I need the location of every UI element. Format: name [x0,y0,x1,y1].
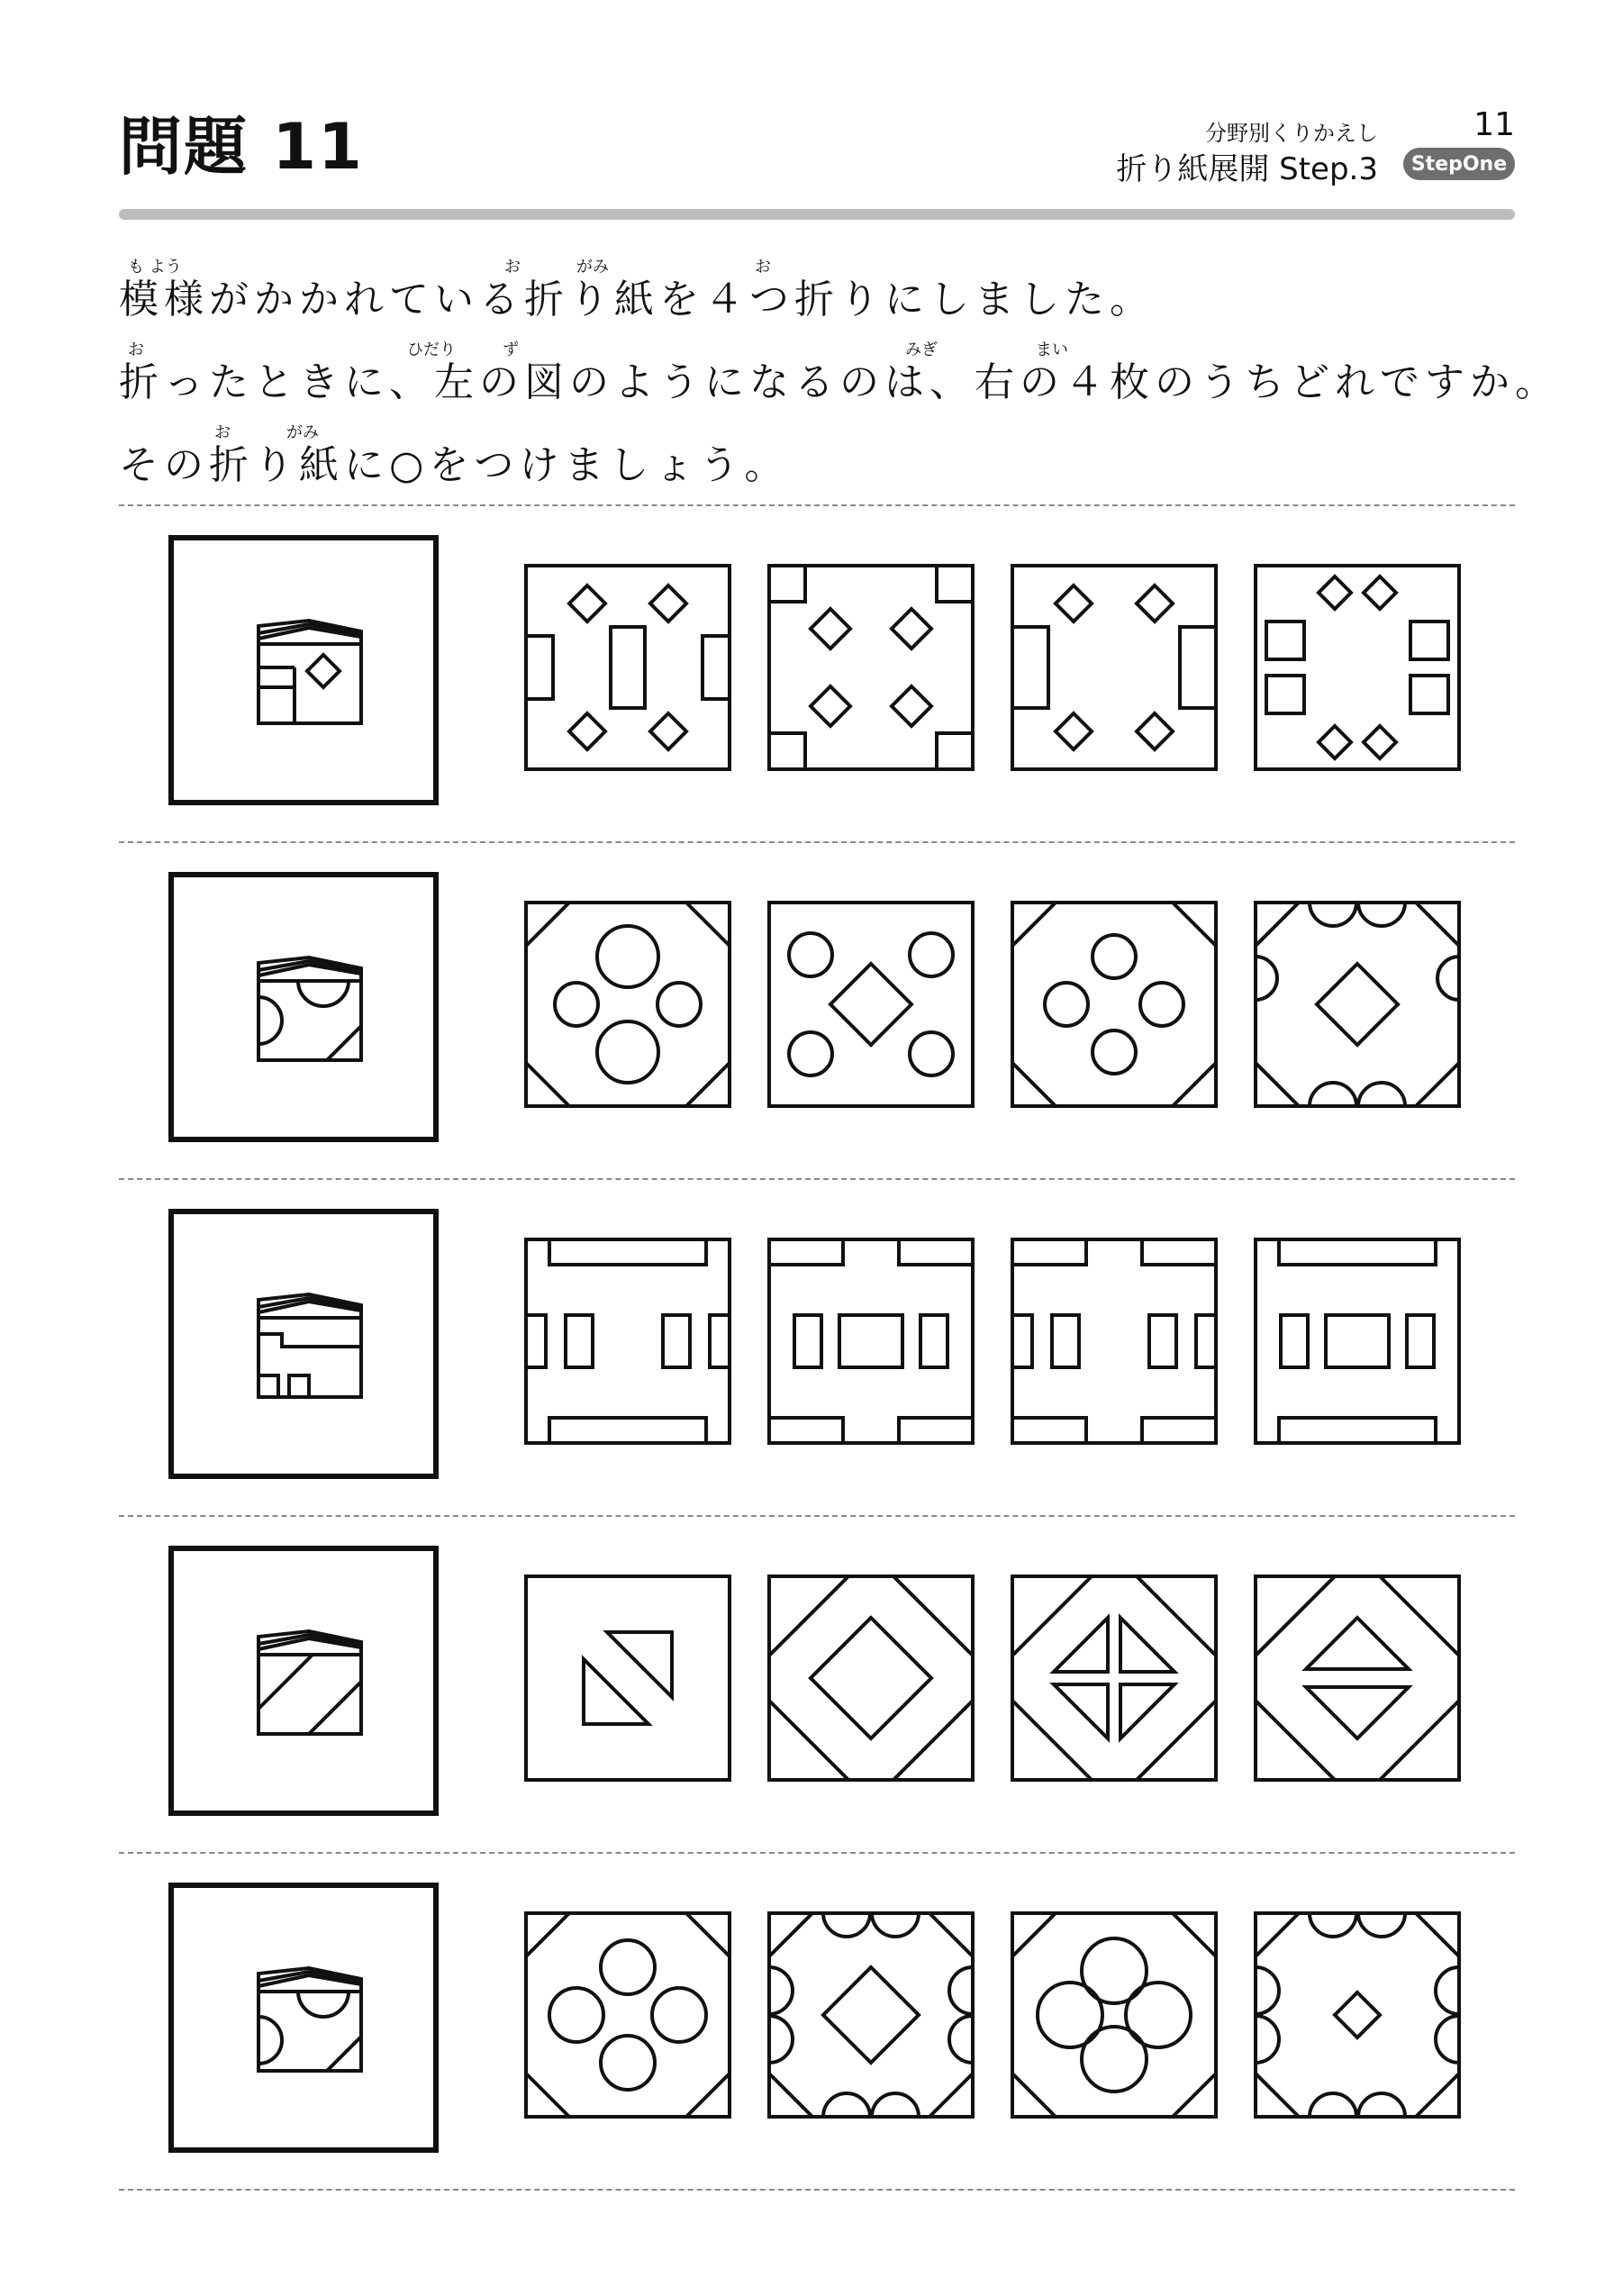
question-row-2 [0,843,1623,1180]
ruby-o3: お [128,340,144,359]
ruby-o4: お [214,423,231,442]
answer-option-2[interactable] [767,1911,975,2119]
folded-paper-icon [246,1282,372,1408]
question-row-5 [0,1854,1623,2191]
folded-paper-frame [168,1209,439,1479]
section-subtitle: 折り紙展開 Step.3 [1116,151,1378,187]
ruby-o1: お [504,258,521,277]
ruby-migi: みぎ [905,340,938,359]
folded-paper-icon [246,608,372,734]
answer-option-4[interactable] [1254,564,1461,771]
answer-option-3[interactable] [1011,901,1218,1108]
ruby-mai: まい [1036,340,1068,359]
answer-option-3[interactable] [1011,1238,1218,1445]
category-label: 分野別くりかえし [1205,121,1378,146]
ruby-hidari: ひだり [407,340,456,359]
instruction-line-3: その折り紙に○をつけましょう。 [119,442,790,488]
answer-option-1[interactable] [524,1238,731,1445]
answer-option-2[interactable] [767,564,975,771]
answer-option-1[interactable] [524,564,731,771]
answer-option-3[interactable] [1011,1911,1218,2119]
stepone-badge: StepOne [1403,148,1515,180]
answer-option-4[interactable] [1254,1575,1461,1782]
answer-option-4[interactable] [1254,1238,1461,1445]
answer-option-2[interactable] [767,1238,975,1445]
answer-option-2[interactable] [767,901,975,1108]
folded-paper-frame [168,1546,439,1816]
ruby-o2: お [755,258,771,277]
page-number: 11 [1473,106,1515,143]
folded-paper-icon [246,1619,372,1745]
answer-option-3[interactable] [1011,1575,1218,1782]
ruby-gami2: がみ [286,423,319,442]
answer-option-3[interactable] [1011,564,1218,771]
answer-option-2[interactable] [767,1575,975,1782]
question-row-3 [0,1180,1623,1517]
answer-option-1[interactable] [524,1911,731,2119]
folded-paper-icon [246,1956,372,2082]
header-rule [119,209,1515,220]
answer-option-4[interactable] [1254,901,1461,1108]
folded-paper-frame [168,872,439,1142]
page-title: 問題 11 [119,110,364,184]
answer-option-1[interactable] [524,901,731,1108]
folded-paper-icon [246,945,372,1071]
ruby-gami1: がみ [576,258,609,277]
folded-paper-frame [168,1883,439,2153]
instruction-line-1: 模様がかかれている折り紙を４つ折りにしました。 [119,277,1155,322]
question-row-1 [0,506,1623,843]
folded-paper-frame [168,535,439,805]
ruby-zu: ず [503,340,519,359]
instruction-line-2: 折ったときに、左の図のようになるのは、右の４枚のうちどれですか。 [119,359,1560,405]
ruby-moyou: も よう [128,258,182,277]
answer-option-1[interactable] [524,1575,731,1782]
question-row-4 [0,1517,1623,1854]
answer-option-4[interactable] [1254,1911,1461,2119]
